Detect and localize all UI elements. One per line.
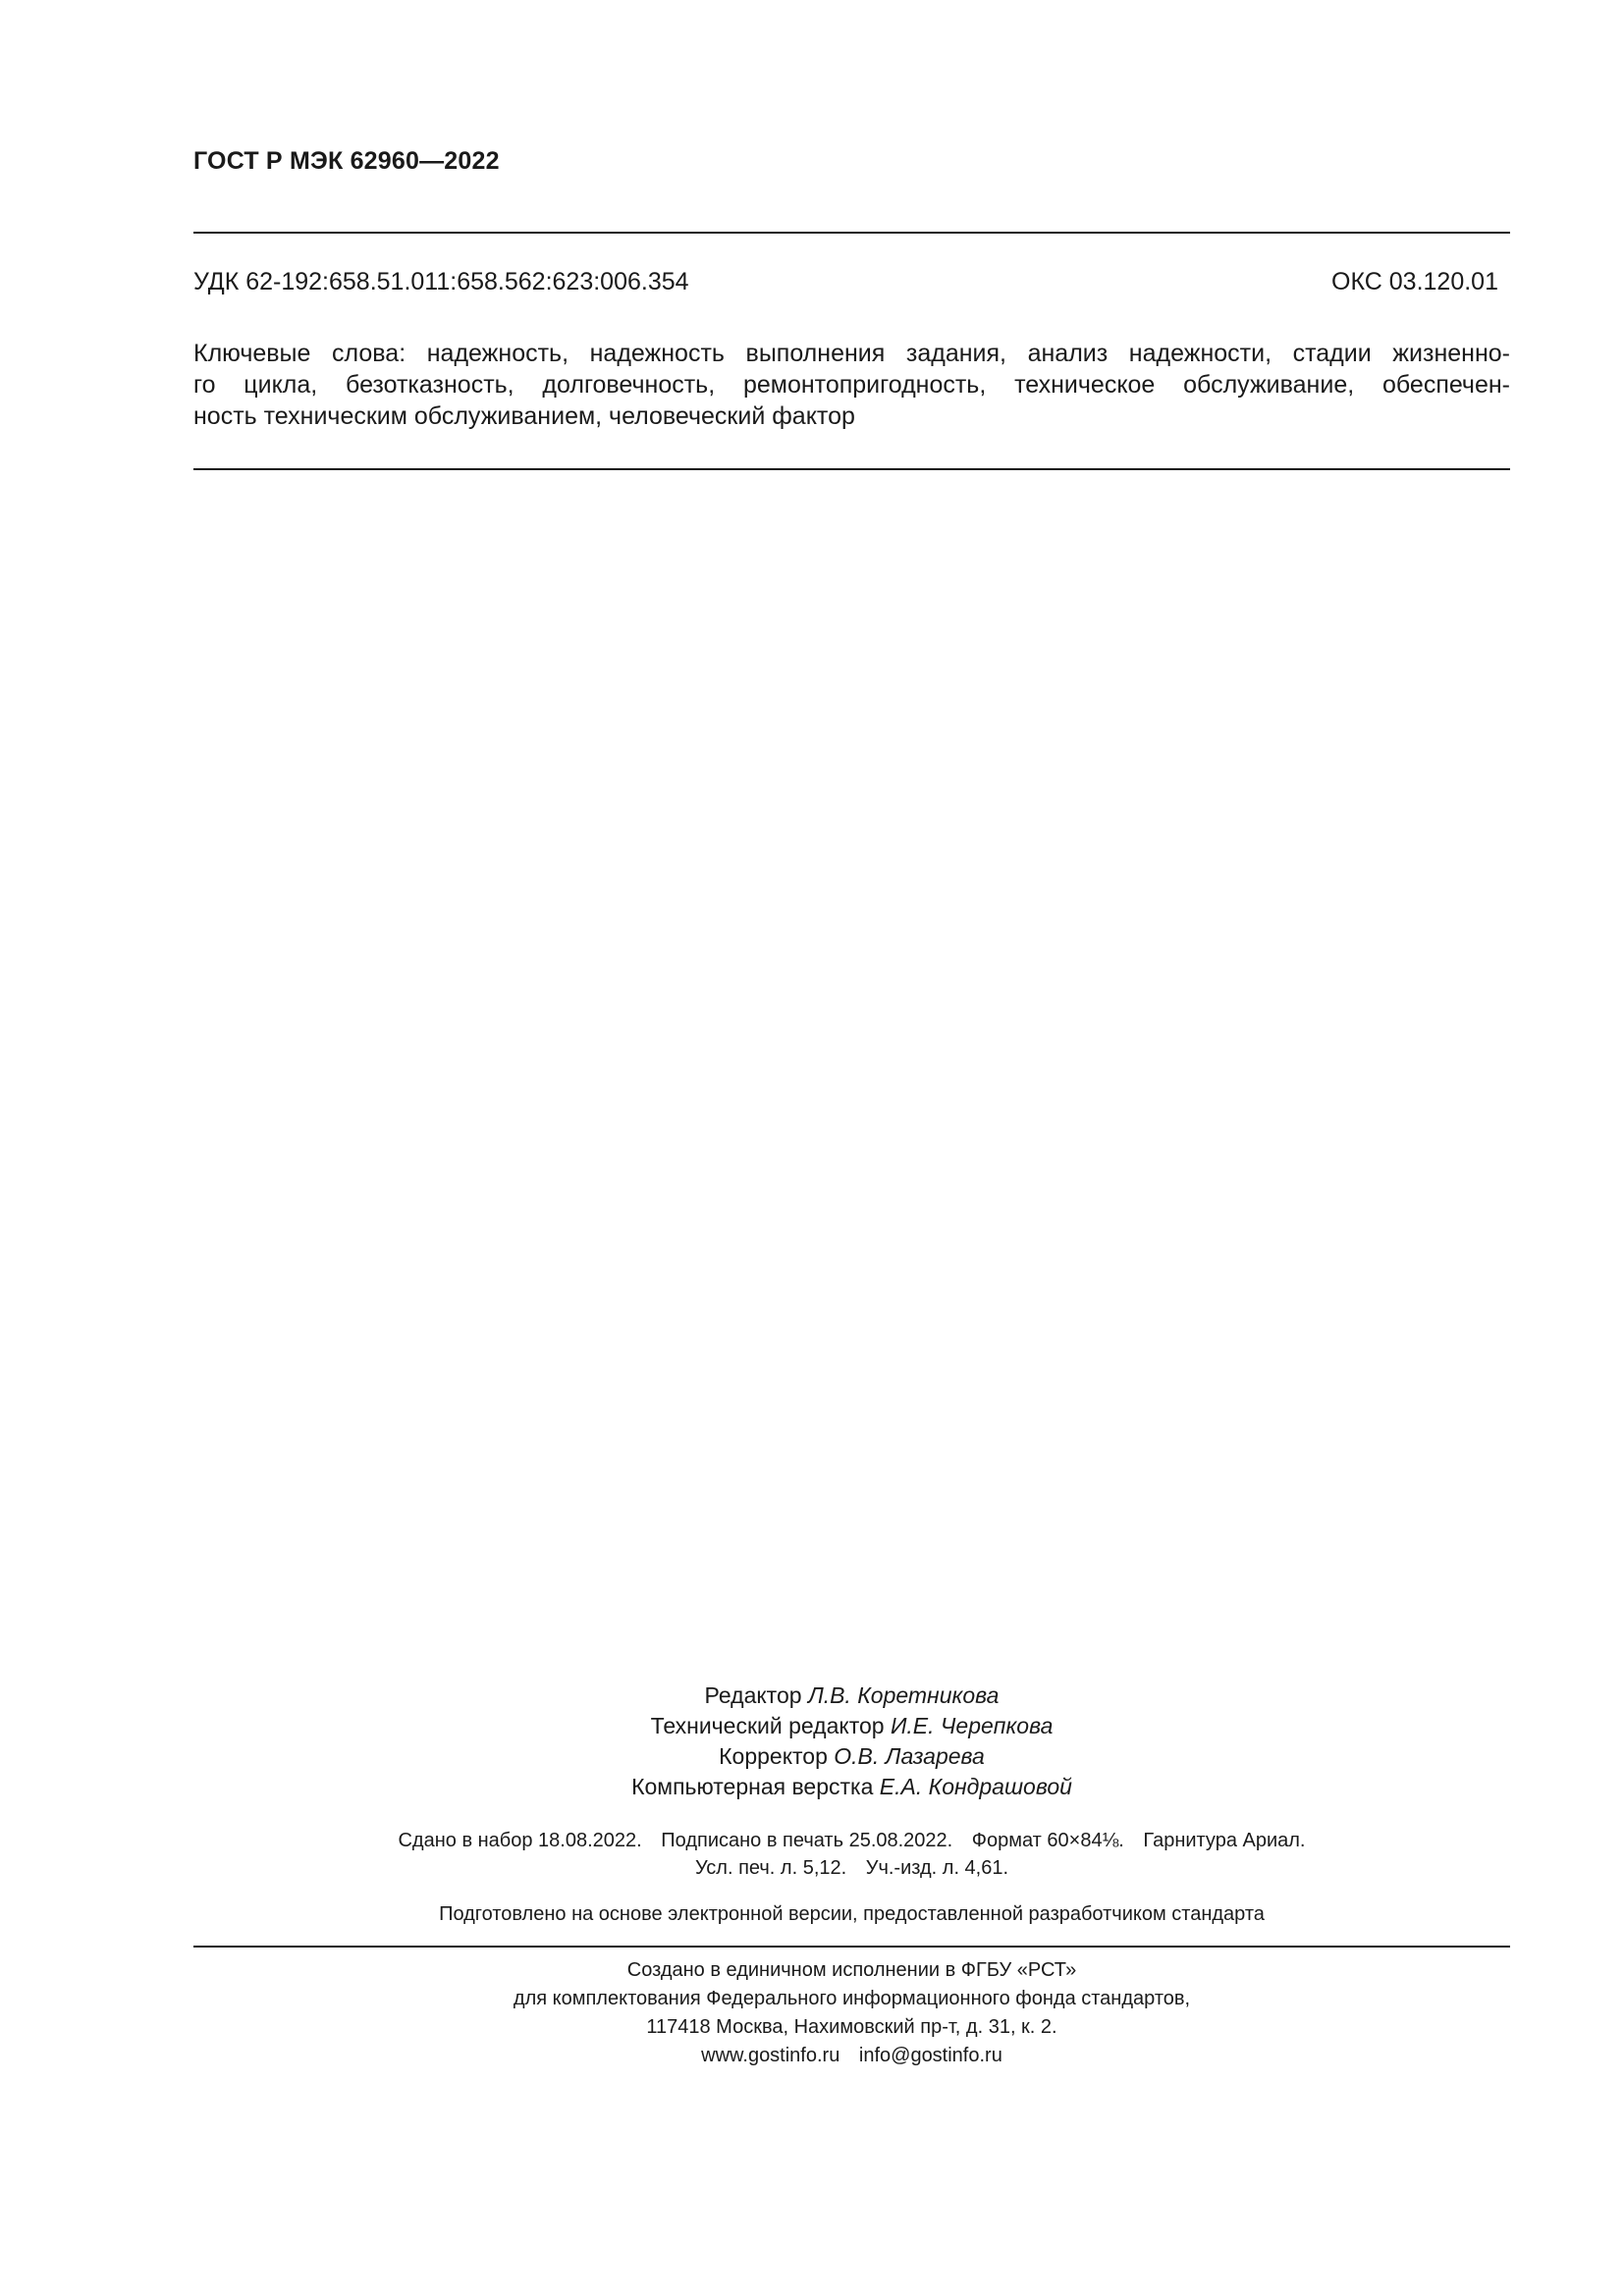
publisher-line: Создано в единичном исполнении в ФГБУ «РСТ» [626,1959,1077,1981]
keywords-divider [193,468,1510,470]
imprint-publisher-sheets: Уч.-изд. л. 4,61. [865,1857,1009,1879]
imprint-typeface: Гарнитура Ариал. [1143,1830,1306,1851]
imprint-row-1 [193,1827,1510,1854]
imprint-row-2 [193,1854,1510,1882]
staff-role: Редактор [704,1682,802,1708]
staff-row-technical-editor [193,1711,1510,1741]
staff-role: Корректор [719,1743,828,1769]
publisher-line: для комплектования Федерального информационного фонда стандартов, [513,1988,1191,2009]
imprint-format: Формат 60×84⅛. [971,1830,1124,1851]
staff-name: Е.А. Кондрашовой [879,1774,1072,1799]
imprint-signed: Подписано в печать 25.08.2022. [661,1830,953,1851]
keywords-paragraph [193,338,1510,432]
website-link[interactable]: www.gostinfo.ru [701,2045,840,2066]
staff-row-proofreader [193,1741,1510,1772]
staff-role: Компьютерная верстка [631,1774,874,1799]
staff-role: Технический редактор [650,1713,885,1738]
staff-row-editor [193,1681,1510,1711]
top-divider [193,232,1510,234]
staff-name: Л.В. Коретникова [807,1682,1000,1708]
oks-code: ОКС 03.120.01 [1331,268,1498,295]
prepared-note: Подготовлено на основе электронной версии, предоставленной разработчиком стандарта [439,1903,1265,1925]
email-link[interactable]: info@gostinfo.ru [858,2045,1002,2066]
publisher-block [193,1956,1510,2070]
print-imprint [193,1827,1510,1882]
publisher-address: 117418 Москва, Нахимовский пр-т, д. 31, к. 2. [646,2016,1057,2038]
publisher-contacts [193,2042,1510,2070]
staff-name: О.В. Лазарева [834,1743,985,1769]
imprint-submitted: Сдано в набор 18.08.2022. [398,1830,642,1851]
imprint-print-sheets: Усл. печ. л. 5,12. [694,1857,847,1879]
keywords-line: Ключевые слова: надежность, надежность выполнения задания, анализ надежности, стадии жизненно- [193,340,1510,367]
keywords-line: го цикла, безотказность, долговечность, ремонтопригодность, техническое обслуживание, обеспечен- [193,371,1510,399]
keywords-line: ность техническим обслуживанием, человеческий фактор [193,402,855,430]
bottom-divider [193,1946,1510,1948]
staff-name: И.Е. Черепкова [890,1713,1054,1738]
udk-code: УДК 62-192:658.51.011:658.562:623:006.354 [193,268,689,295]
staff-row-layout [193,1772,1510,1802]
editorial-staff [193,1681,1510,1802]
standard-title: ГОСТ Р МЭК 62960—2022 [193,147,500,175]
